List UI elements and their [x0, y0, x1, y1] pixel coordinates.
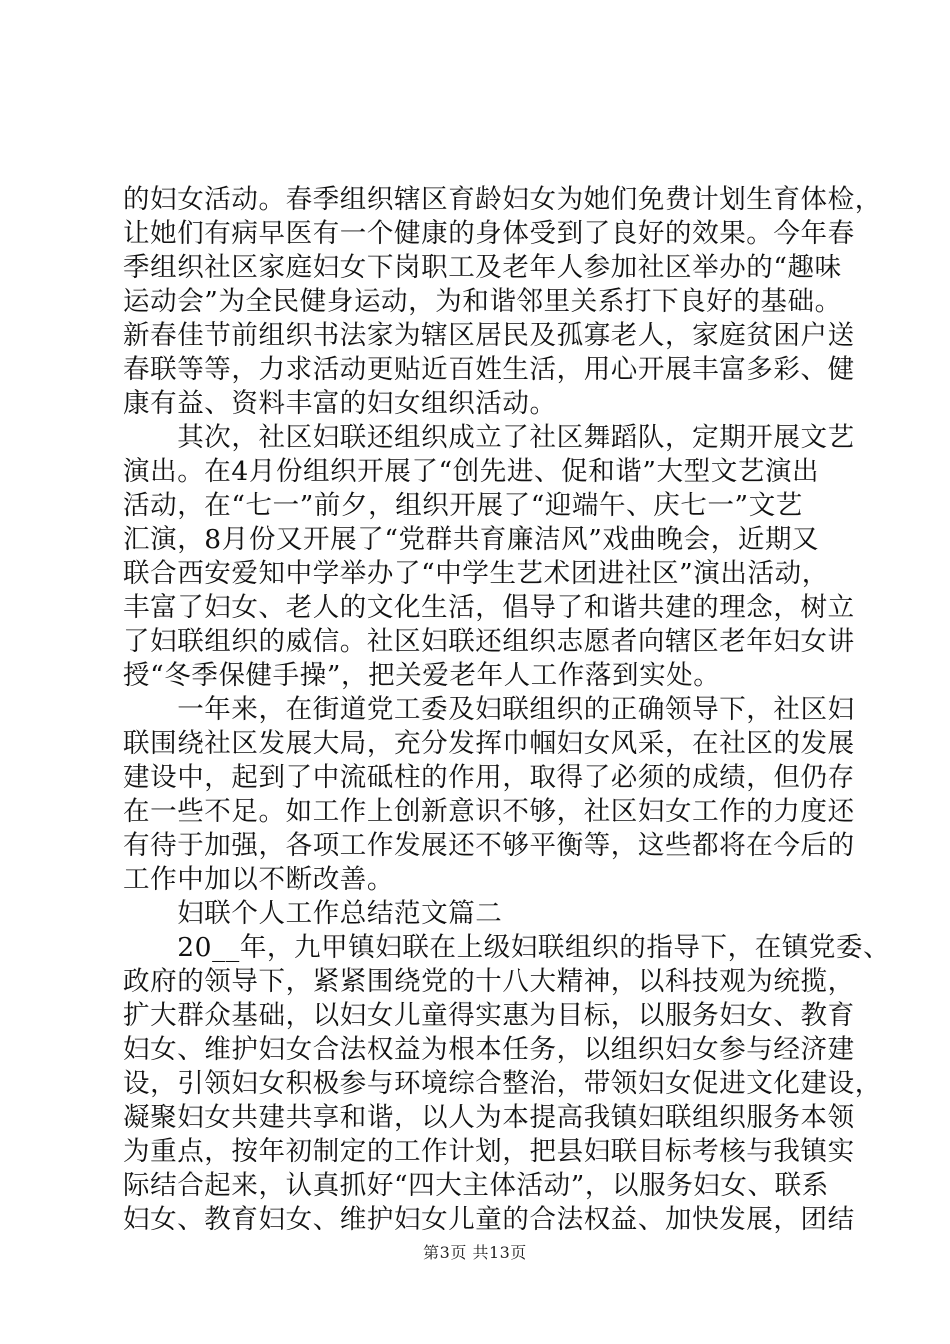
body-text-line: 政府的领导下，紧紧围绕党的十八大精神，以科技观为统揽，: [123, 966, 855, 997]
body-text-line: 汇演，8月份又开展了“党群共育廉洁风”戏曲晚会，近期又: [123, 524, 820, 555]
body-text-line: 20__年，九甲镇妇联在上级妇联组织的指导下，在镇党委、: [123, 932, 891, 963]
body-text-line: 康有益、资料丰富的妇女组织活动。: [123, 388, 557, 419]
body-text-line: 授“冬季保健手操”，把关爱老年人工作落到实处。: [123, 660, 721, 691]
body-text-line: 有待于加强，各项工作发展还不够平衡等，这些都将在今后的: [123, 830, 855, 861]
body-text-line: 其次，社区妇联还组织成立了社区舞蹈队，定期开展文艺: [123, 422, 855, 453]
body-text-line: 新春佳节前组织书法家为辖区居民及孤寡老人，家庭贫困户送: [123, 320, 855, 351]
body-text-line: 活动，在“七一”前夕，组织开展了“迎端午、庆七一”文艺: [123, 490, 803, 521]
body-text-line: 让她们有病早医有一个健康的身体受到了良好的效果。今年春: [123, 218, 855, 249]
body-text-line: 了妇联组织的威信。社区妇联还组织志愿者向辖区老年妇女讲: [123, 626, 855, 657]
body-text-line: 联围绕社区发展大局，充分发挥巾帼妇女风采，在社区的发展: [123, 728, 855, 759]
section-heading: 妇联个人工作总结范文篇二: [123, 898, 503, 929]
body-text-line: 际结合起来，认真抓好“四大主体活动”，以服务妇女、联系: [123, 1170, 829, 1201]
body-text-line: 在一些不足。如工作上创新意识不够，社区妇女工作的力度还: [123, 796, 855, 827]
body-text-line: 凝聚妇女共建共享和谐，以人为本提高我镇妇联组织服务本领: [123, 1102, 855, 1133]
body-text-line: 建设中，起到了中流砥柱的作用，取得了必须的成绩，但仍存: [123, 762, 855, 793]
body-text-line: 运动会”为全民健身运动，为和谐邻里关系打下良好的基础。: [123, 286, 842, 317]
body-text-line: 丰富了妇女、老人的文化生活，倡导了和谐共建的理念，树立: [123, 592, 855, 623]
body-text-line: 联合西安爱知中学举办了“中学生艺术团进社区”演出活动，: [123, 558, 829, 589]
body-text-line: 设，引领妇女积极参与环境综合整治，带领妇女促进文化建设，: [123, 1068, 882, 1099]
body-text-line: 的妇女活动。春季组织辖区育龄妇女为她们免费计划生育体检，: [123, 184, 882, 215]
page-number-footer: 第3页 共13页: [423, 1243, 527, 1262]
body-text-line: 妇女、教育妇女、维护妇女儿童的合法权益、加快发展，团结: [123, 1204, 855, 1235]
body-text-line: 演出。在4月份组织开展了“创先进、促和谐”大型文艺演出: [123, 456, 820, 487]
body-text-line: 妇女、维护妇女合法权益为根本任务，以组织妇女参与经济建: [123, 1034, 855, 1065]
body-text-line: 春联等等，力求活动更贴近百姓生活，用心开展丰富多彩、健: [123, 354, 855, 385]
body-text-line: 工作中加以不断改善。: [123, 864, 394, 895]
body-text-line: 季组织社区家庭妇女下岗职工及老年人参加社区举办的“趣味: [123, 252, 842, 283]
body-text-line: 一年来，在街道党工委及妇联组织的正确领导下，社区妇: [123, 694, 855, 725]
body-text-line: 为重点，按年初制定的工作计划，把县妇联目标考核与我镇实: [123, 1136, 855, 1167]
body-text-line: 扩大群众基础，以妇女儿童得实惠为目标，以服务妇女、教育: [123, 1000, 855, 1031]
